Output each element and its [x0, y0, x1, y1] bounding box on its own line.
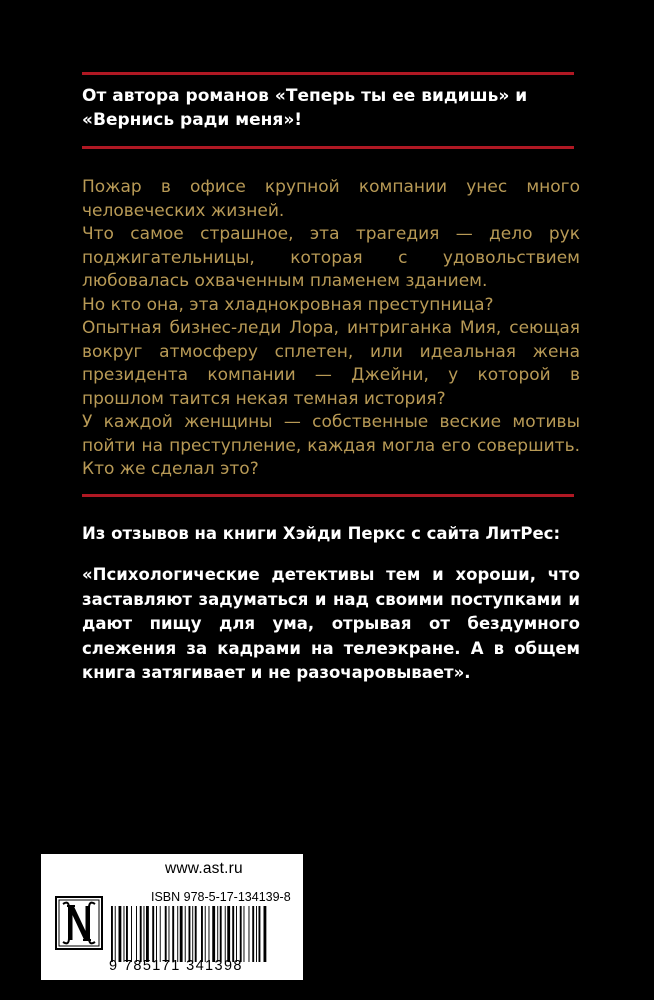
publisher-website: www.ast.ru — [165, 860, 243, 877]
publisher-n-logo-icon — [55, 896, 103, 950]
reviews-heading: Из отзывов на книги Хэйди Перкс с сайта ЛитРес: — [82, 524, 561, 543]
blurb-paragraph-5: У каждой женщины — собственные веские мотивы пойти на преступление, каждая могла его совершить. Кто же сделал это? — [82, 412, 580, 479]
top-divider-rule — [82, 72, 574, 75]
blurb-paragraph-2: Что самое страшное, эта трагедия — дело рук поджигательницы, которая с удовольствием любовалась охваченным пламенем зданием. — [82, 224, 580, 291]
review-quote: «Психологические детективы тем и хороши, что заставляют задуматься и над своими поступками и дают пищу для ума, отрывая от бездумного слежения за кадрами на телеэкране. А в общем книга затягивает и не разочаровывает». — [82, 565, 580, 682]
barcode-image — [109, 906, 295, 962]
author-tagline: От автора романов «Теперь ты ее видишь» и «Вернись ради меня»! — [82, 86, 528, 130]
tagline-divider-rule — [82, 146, 574, 149]
blurb-paragraph-4: Опытная бизнес-леди Лора, интриганка Мия, сеющая вокруг атмосферу сплетен, или идеальная жена президента компании — Джейни, у которой в прошлом таится некая темная история? — [82, 318, 580, 409]
isbn-number: ISBN 978-5-17-134139-8 — [151, 890, 291, 904]
blurb-divider-rule — [82, 494, 574, 497]
barcode-panel — [41, 854, 303, 980]
blurb-paragraph-3: Но кто она, эта хладнокровная преступница? — [82, 294, 494, 315]
blurb-paragraph-1: Пожар в офисе крупной компании унес много человеческих жизней. — [82, 177, 580, 221]
book-blurb — [82, 176, 580, 482]
barcode-digits: 9 785171 341398 — [109, 958, 243, 974]
